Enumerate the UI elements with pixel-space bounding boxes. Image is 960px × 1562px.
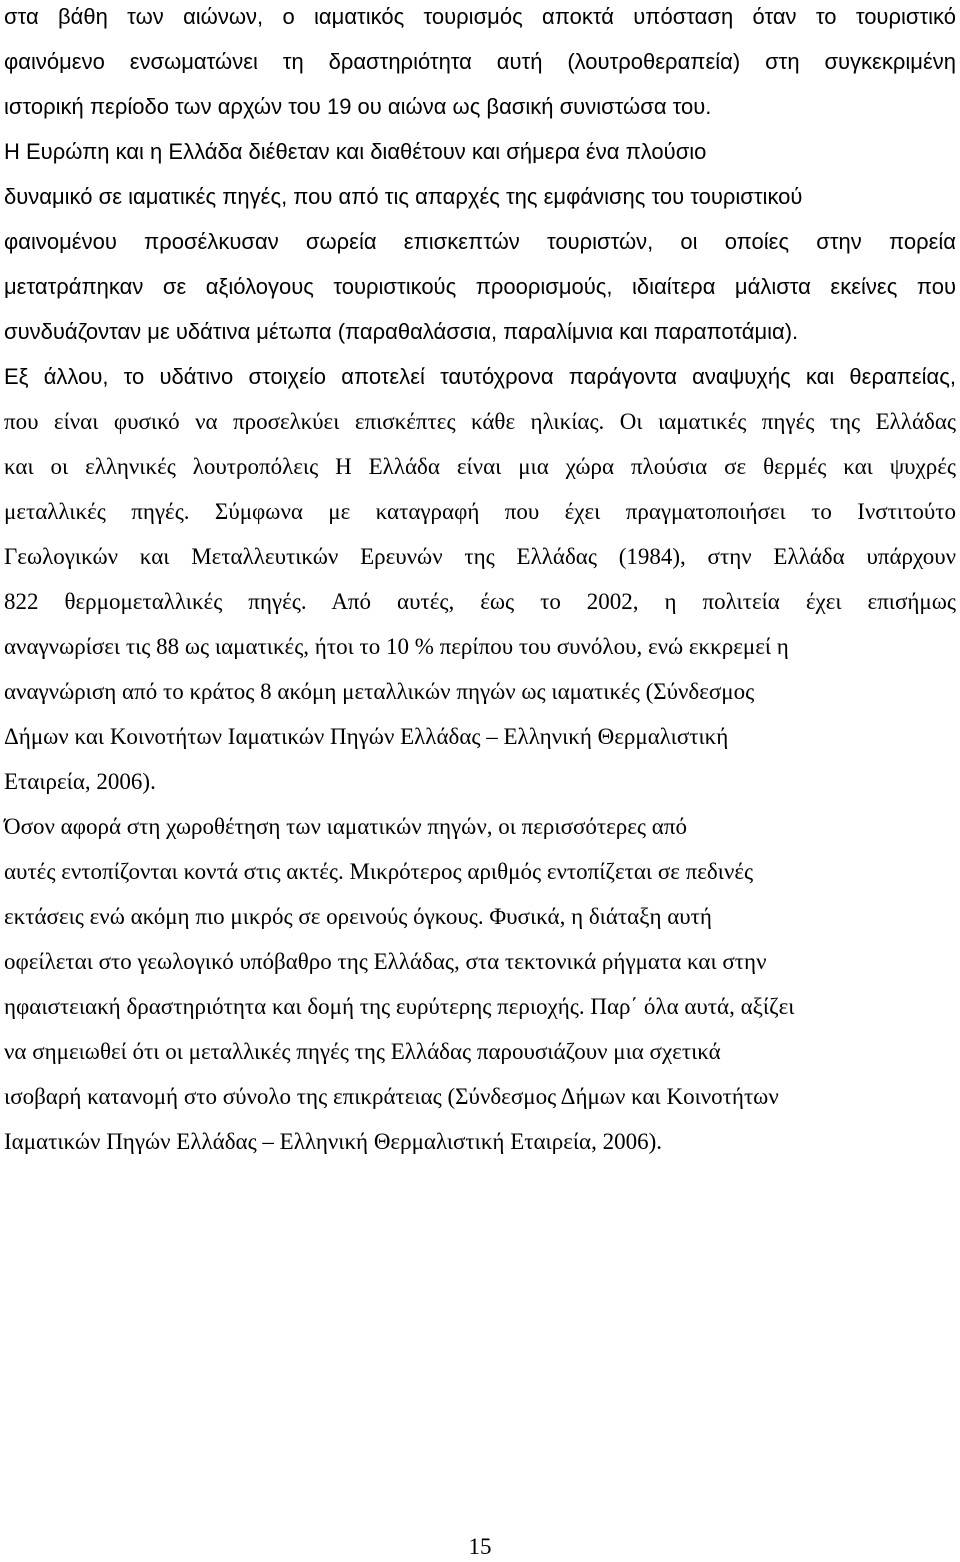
text-line: Εταιρεία, 2006). xyxy=(4,769,156,794)
text-line: ηφαιστειακή δραστηριότητα και δομή της ευρύτερης περιοχής. Παρ΄ όλα αυτά, αξίζει xyxy=(4,994,795,1019)
text-line: Όσον αφορά στη χωροθέτηση των ιαματικών πηγών, οι περισσότερες από xyxy=(4,814,687,839)
text-line: αναγνωρίσει τις 88 ως ιαματικές, ήτοι το 10 % περίπου του συνόλου, ενώ εκκρεμεί η xyxy=(4,634,789,659)
text-line: αυτές εντοπίζονται κοντά στις ακτές. Μικρότερος αριθμός εντοπίζεται σε πεδινές xyxy=(4,859,754,884)
text-line: αναγνώριση από το κράτος 8 ακόμη μεταλλικών πηγών ως ιαματικές (Σύνδεσμος xyxy=(4,679,755,704)
text-line: Η Ευρώπη και η Ελλάδα διέθεταν και διαθέτουν και σήμερα ένα πλούσιο xyxy=(4,139,707,164)
text-line: Δήμων και Κοινοτήτων Ιαματικών Πηγών Ελλάδας – Ελληνική Θερμαλιστική xyxy=(4,724,729,749)
text-line: στα βάθη των αιώνων, ο ιαματικός τουρισμός αποκτά υπόσταση όταν το τουριστικό xyxy=(4,4,956,29)
text-line: και οι ελληνικές λουτροπόλεις Η Ελλάδα είναι μια χώρα πλούσια σε θερμές και ψυχρές xyxy=(4,454,956,479)
page-number: 15 xyxy=(468,1534,492,1559)
text-line: 822 θερμομεταλλικές πηγές. Από αυτές, έως το 2002, η πολιτεία έχει επισήμως xyxy=(4,589,956,614)
text-line: ιστορική περίοδο των αρχών του 19 ου αιώνα ως βασική συνιστώσα του. xyxy=(4,94,712,119)
text-line: εκτάσεις ενώ ακόμη πιο μικρός σε ορεινούς όγκους. Φυσικά, η διάταξη αυτή xyxy=(4,904,712,929)
text-line: που είναι φυσικό να προσελκύει επισκέπτες κάθε ηλικίας. Οι ιαματικές πηγές της Ελλάδας xyxy=(4,409,956,434)
text-line: να σημειωθεί ότι οι μεταλλικές πηγές της Ελλάδας παρουσιάζουν μια σχετικά xyxy=(4,1039,721,1064)
text-line: Εξ άλλου, το υδάτινο στοιχείο αποτελεί ταυτόχρονα παράγοντα αναψυχής και θεραπείας, xyxy=(4,364,956,389)
text-line: φαινόμενο ενσωματώνει τη δραστηριότητα αυτή (λουτροθεραπεία) στη συγκεκριμένη xyxy=(4,49,956,74)
text-line: δυναμικό σε ιαματικές πηγές, που από τις απαρχές της εμφάνισης του τουριστικού xyxy=(4,184,803,209)
text-line: οφείλεται στο γεωλογικό υπόβαθρο της Ελλάδας, στα τεκτονικά ρήγματα και στην xyxy=(4,949,767,974)
text-line: μετατράπηκαν σε αξιόλογους τουριστικούς προορισμούς, ιδιαίτερα μάλιστα εκείνες που xyxy=(4,274,956,299)
text-line: Γεωλογικών και Μεταλλευτικών Ερευνών της Ελλάδας (1984), στην Ελλάδα υπάρχουν xyxy=(4,544,956,569)
text-line: μεταλλικές πηγές. Σύμφωνα με καταγραφή που έχει πραγματοποιήσει το Ινστιτούτο xyxy=(4,499,956,524)
text-line: συνδυάζονταν με υδάτινα μέτωπα (παραθαλάσσια, παραλίμνια και παραποτάμια). xyxy=(4,319,799,344)
text-line: Ιαματικών Πηγών Ελλάδας – Ελληνική Θερμαλιστική Εταιρεία, 2006). xyxy=(4,1129,663,1154)
text-line: ισοβαρή κατανομή στο σύνολο της επικράτειας (Σύνδεσμος Δήμων και Κοινοτήτων xyxy=(4,1084,779,1109)
text-line: φαινομένου προσέλκυσαν σωρεία επισκεπτών τουριστών, οι οποίες στην πορεία xyxy=(4,229,956,254)
